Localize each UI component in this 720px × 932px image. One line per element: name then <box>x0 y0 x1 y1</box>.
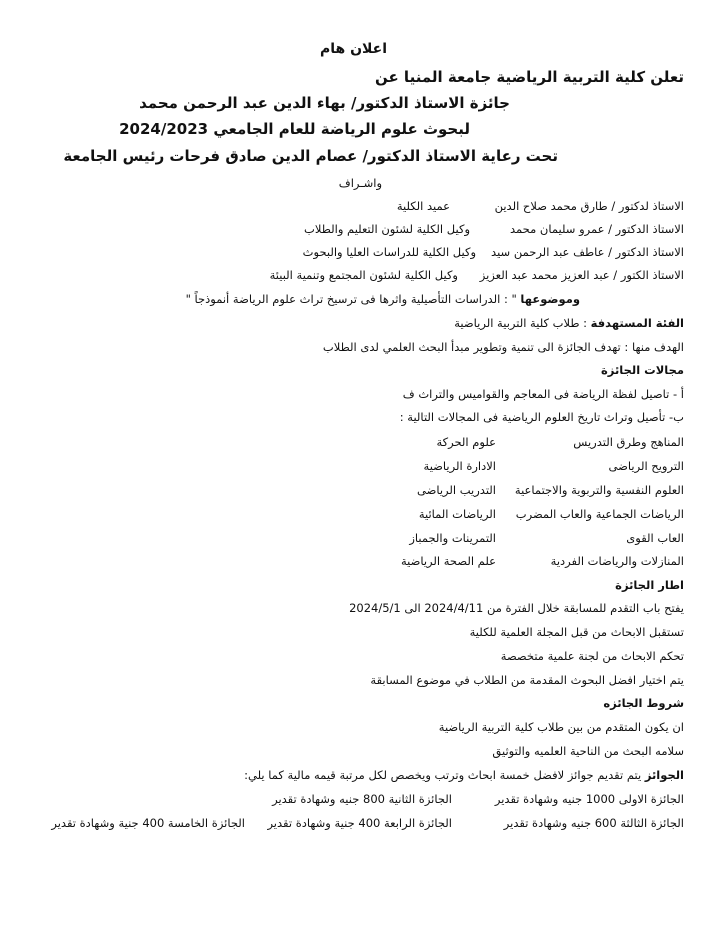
framework-heading: اطار الجائزة <box>615 578 684 592</box>
prize-second: الجائزة الثانية 800 جنيه وشهادة تقدير <box>272 792 452 806</box>
announcement-heading: اعلان هام <box>320 41 388 57</box>
conditions-heading: شروط الجائزه <box>603 696 684 710</box>
supervisor-3-title: وكيل الكلية للدراسات العليا والبحوث <box>302 245 476 259</box>
field-grid-cell: علم الصحة الرياضية <box>400 554 496 568</box>
field-grid-cell: علوم الحركة <box>436 435 496 449</box>
field-grid-cell: المنازلات والرياضات الفردية <box>550 554 684 568</box>
supervisor-1-title: عميد الكلية <box>396 199 450 213</box>
field-grid-cell: التدريب الرياضى <box>416 483 496 497</box>
prizes-label: الجوائز <box>644 768 684 782</box>
fields-heading: مجالات الجائزة <box>601 363 684 377</box>
target-label: الفئة المستهدفة <box>590 316 684 330</box>
field-grid-cell: العاب القوى <box>626 531 684 545</box>
faculty-announcement: تعلن كلية التربية الرياضية جامعة المنيا عن <box>374 68 684 86</box>
field-grid-cell: التمرينات والجمباز <box>409 531 496 545</box>
topic-text: " : الدراسات التأصيلية واثرها فى ترسيخ تراث علوم الرياضة أنموذجاً " <box>185 292 517 306</box>
target-text: : طلاب كلية التربية الرياضية <box>454 316 588 330</box>
framework-item: تستقبل الابحاث من قبل المجلة العلمية للكلية <box>469 625 684 639</box>
field-item-b: ب- تأصيل وتراث تاريخ العلوم الرياضية فى المجالات التالية : <box>399 410 684 424</box>
supervisor-2-name: الاستاذ الدكتور / عمرو سليمان محمد <box>510 222 684 236</box>
supervisor-4-title: وكيل الكلية لشئون المجتمع وتنمية البيئة <box>269 268 458 282</box>
prize-third: الجائزة الثالثة 600 جنيه وشهادة تقدير <box>503 816 684 830</box>
topic-label: وموضوعها <box>520 292 580 306</box>
supervisor-3-name: الاستاذ الدكتور / عاطف عبد الرحمن سيد <box>491 245 684 259</box>
award-purpose: لبحوث علوم الرياضة للعام الجامعي 2024/2023 <box>119 120 470 138</box>
prize-first: الجائزة الاولى 1000 جنيه وشهادة تقدير <box>494 792 684 806</box>
condition-item: سلامه البحث من الناحية العلميه والتوثيق <box>492 744 684 758</box>
framework-item: يفتح باب التقدم للمسابقة خلال الفترة من 2024/4/11 الى 2024/5/1 <box>349 601 684 615</box>
award-name: جائزة الاستاذ الدكتور/ بهاء الدين عبد الرحمن محمد <box>139 94 510 112</box>
prizes-intro: يتم تقديم جوائز لافضل خمسة ابحاث وترتب ويخصص لكل مرتبة قيمه مالية كما يلي: <box>244 768 642 782</box>
patron-line: تحت رعاية الاستاذ الدكتور/ عصام الدين صادق فرحات رئيس الجامعة <box>63 147 558 165</box>
condition-item: ان يكون المتقدم من بين طلاب كلية التربية الرياضية <box>438 720 684 734</box>
supervision-label: واشـراف <box>338 176 382 190</box>
framework-item: تحكم الابحاث من لجنة علمية متخصصة <box>500 649 684 663</box>
prize-fourth: الجائزة الرابعة 400 جنية وشهادة تقدير <box>267 816 452 830</box>
field-grid-cell: المناهج وطرق التدريس <box>573 435 684 449</box>
framework-item: يتم اختيار افضل البحوث المقدمة من الطلاب في موضوع المسابقة <box>370 673 684 687</box>
field-grid-cell: الترويح الرياضى <box>608 459 684 473</box>
field-grid-cell: الرياضات الجماعية والعاب المضرب <box>515 507 684 521</box>
topic-line <box>186 294 580 306</box>
supervisor-4-name: الاستاذ الكتور / عبد العزيز محمد عبد العزيز <box>479 268 684 282</box>
prize-fifth: الجائزة الخامسة 400 جنية وشهادة تقدير <box>51 816 245 830</box>
field-grid-cell: العلوم النفسية والتربوية والاجتماعية <box>514 483 684 497</box>
field-item-a: أ - تاصيل لفظة الرياضة فى المعاجم والقواميس والتراث ف <box>402 387 684 401</box>
field-grid-cell: الرياضات المائية <box>418 507 496 521</box>
goal-line: الهدف منها : تهدف الجائزة الى تنمية وتطوير مبدأ البحث العلمي لدى الطلاب <box>322 340 684 354</box>
supervisor-1-name: الاستاذ لدكتور / طارق محمد صلاح الدين <box>494 199 684 213</box>
field-grid-cell: الادارة الرياضية <box>423 459 496 473</box>
supervisor-2-title: وكيل الكلية لشئون التعليم والطلاب <box>304 222 470 236</box>
prizes-line <box>244 770 684 782</box>
target-line <box>454 318 684 330</box>
